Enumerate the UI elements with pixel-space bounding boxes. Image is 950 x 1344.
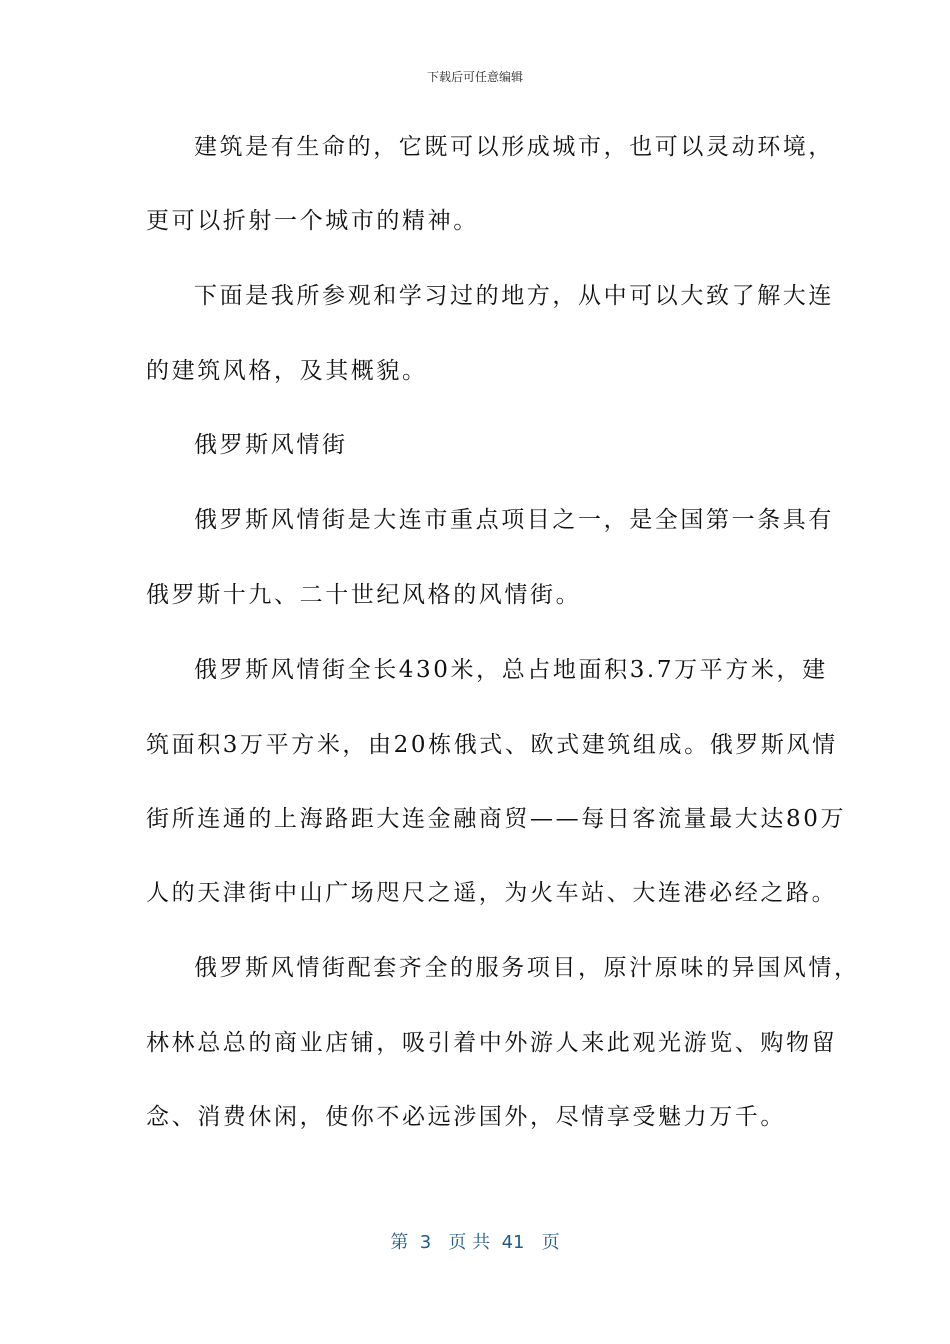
paragraph-line: 俄罗斯风情街全长430米，总占地面积3.7万平方米，建 <box>194 657 828 683</box>
paragraph-line: 街所连通的上海路距大连金融商贸——每日客流量最大达80万 <box>146 806 847 832</box>
paragraph-line: 俄罗斯风情街是大连市重点项目之一，是全国第一条具有 <box>194 507 834 533</box>
paragraph-line: 俄罗斯十九、二十世纪风格的风情街。 <box>146 582 582 608</box>
section-heading: 俄罗斯风情街 <box>194 432 348 458</box>
paragraph-line: 念、消费休闲，使你不必远涉国外，尽情享受魅力万千。 <box>146 1104 786 1130</box>
paragraph-line: 俄罗斯风情街配套齐全的服务项目，原汁原味的异国风情， <box>194 955 860 981</box>
paragraph-line: 下面是我所参观和学习过的地方，从中可以大致了解大连 <box>194 283 834 309</box>
paragraph-line: 林林总总的商业店铺，吸引着中外游人来此观光游览、购物留 <box>146 1030 838 1056</box>
paragraph-line: 更可以折射一个城市的精神。 <box>146 208 479 234</box>
paragraph-line: 的建筑风格，及其概貌。 <box>146 358 428 384</box>
header-note: 下载后可任意编辑 <box>426 70 523 84</box>
paragraph-line: 建筑是有生命的，它既可以形成城市，也可以灵动环境， <box>194 134 834 160</box>
paragraph-line: 人的天津街中山广场咫尺之遥，为火车站、大连港必经之路。 <box>146 880 838 906</box>
paragraph-line: 筑面积3万平方米，由20栋俄式、欧式建筑组成。俄罗斯风情 <box>146 732 838 758</box>
page-number-footer: 第 3 页 共 41 页 <box>390 1232 560 1253</box>
